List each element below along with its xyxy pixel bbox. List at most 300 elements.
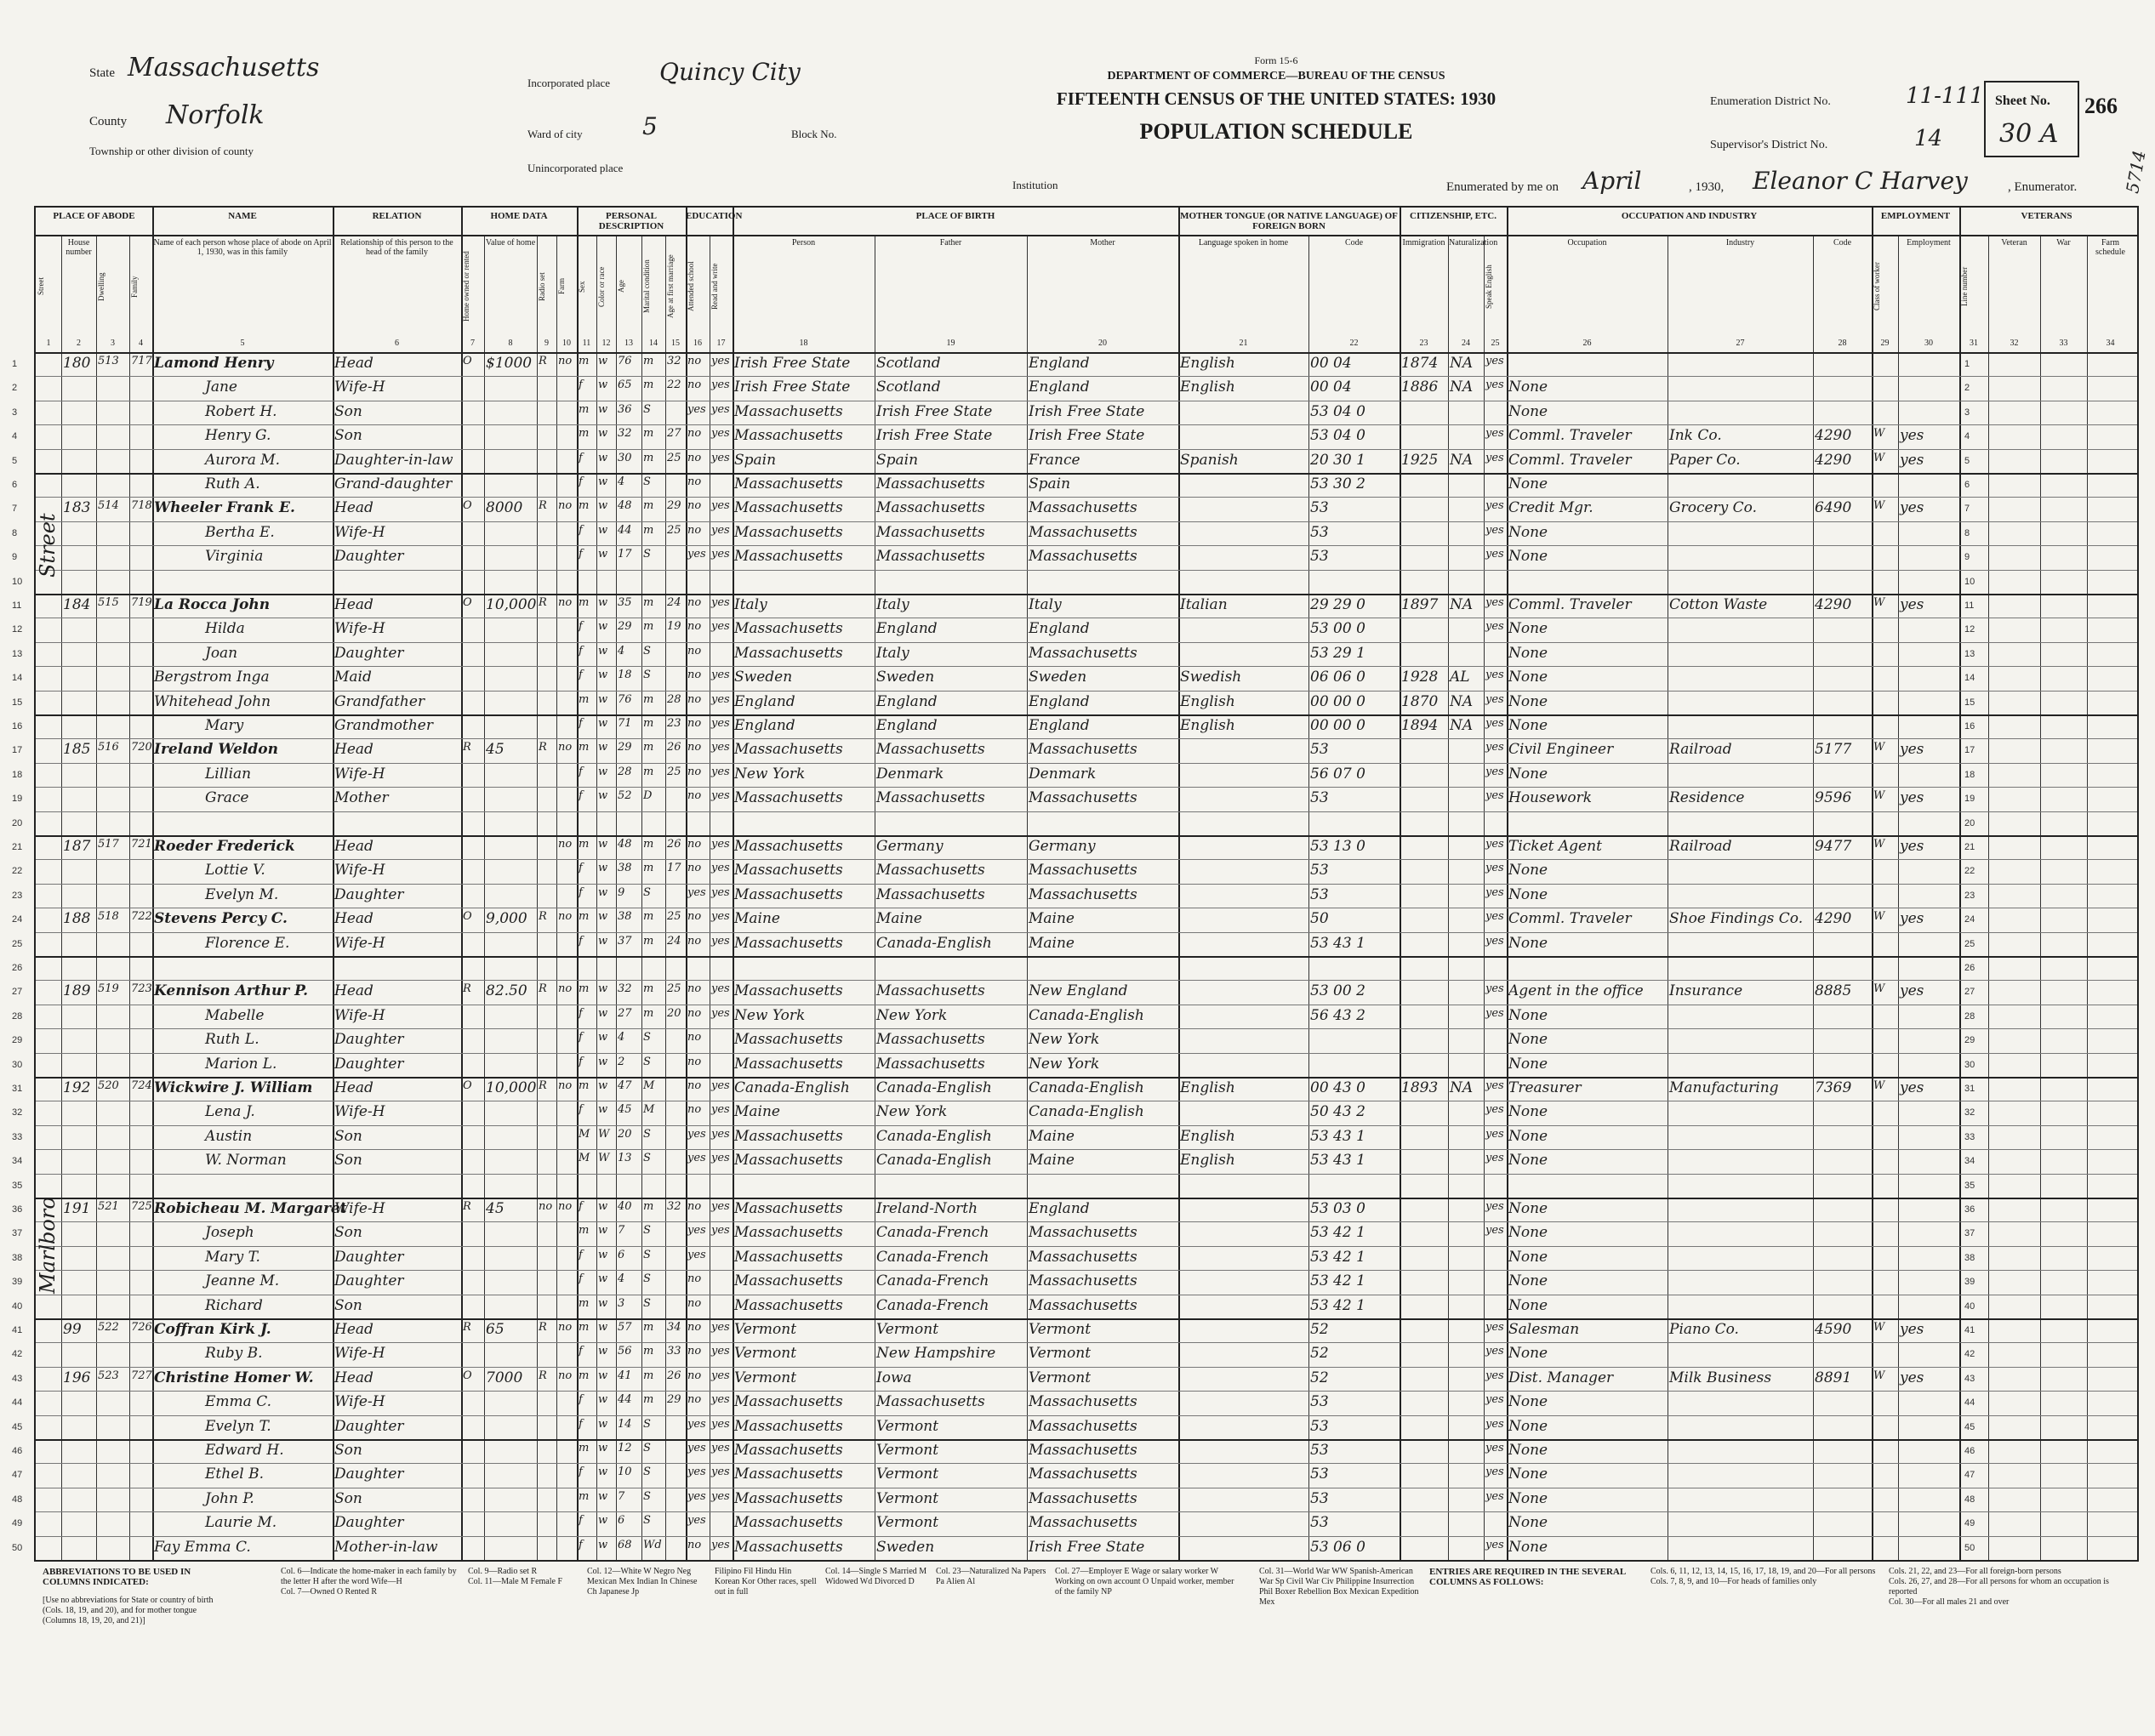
- table-cell-dw: 513: [98, 355, 119, 367]
- table-cell-sex: f: [579, 789, 583, 802]
- table-cell-name: Lillian: [205, 766, 252, 783]
- table-cell-pb: Massachusetts: [734, 1393, 843, 1410]
- table-cell-race: w: [598, 1539, 608, 1551]
- table-cell-code: 52: [1310, 1369, 1329, 1386]
- table-cell-cls: W: [1873, 982, 1885, 995]
- table-cell-sex: f: [579, 620, 583, 633]
- table-cell-eng: yes: [1485, 717, 1504, 730]
- table-cell-rw: yes: [711, 1152, 730, 1164]
- column-header: Sex: [578, 281, 586, 293]
- table-cell-rw: yes: [711, 982, 730, 995]
- table-cell-mb: Germany: [1029, 838, 1096, 855]
- table-cell-rw: yes: [711, 717, 730, 730]
- table-cell-fam: 722: [131, 910, 152, 923]
- table-cell-mb: Italy: [1029, 596, 1062, 613]
- line-number-right: 47: [1964, 1470, 1975, 1480]
- line-number: 10: [12, 577, 23, 587]
- table-cell-mb: England: [1029, 693, 1090, 710]
- table-cell-sch: yes: [687, 1490, 706, 1503]
- line-number: 5: [12, 456, 18, 466]
- table-cell-age: 38: [618, 910, 632, 923]
- row-rule: [36, 1246, 2137, 1247]
- table-cell-race: w: [598, 1393, 608, 1406]
- table-cell-rel: Wife-H: [334, 1103, 385, 1120]
- table-cell-mar: M: [643, 1079, 655, 1092]
- table-cell-pb: Massachusetts: [734, 1272, 843, 1289]
- line-number-right: 17: [1964, 745, 1975, 755]
- table-cell-occ: Comml. Traveler: [1508, 910, 1632, 927]
- table-cell-rw: yes: [711, 669, 730, 681]
- table-cell-sex: f: [579, 1345, 583, 1357]
- table-cell-occ: None: [1508, 693, 1548, 710]
- row-rule: [36, 980, 2137, 981]
- table-cell-fb: Canada-English: [876, 1152, 992, 1169]
- table-cell-name: Coffran Kirk J.: [154, 1321, 271, 1338]
- table-cell-val: 65: [486, 1321, 505, 1338]
- table-cell-age: 12: [618, 1442, 632, 1454]
- incorporated-label: Incorporated place: [527, 77, 611, 89]
- table-cell-rw: yes: [711, 355, 730, 367]
- table-cell-mar: S: [643, 669, 651, 681]
- table-cell-name: Joseph: [205, 1224, 254, 1241]
- row-rule: [36, 1439, 2137, 1441]
- table-cell-eng: yes: [1485, 548, 1504, 561]
- line-number-right: 42: [1964, 1349, 1975, 1359]
- table-cell-rw: yes: [711, 499, 730, 512]
- abbrev-races: Filipino Fil Hindu Hin Korean Kor Other races, spell out in full: [715, 1567, 817, 1597]
- table-cell-rw: yes: [711, 1490, 730, 1503]
- table-cell-rw: yes: [711, 427, 730, 440]
- table-cell-rel: Daughter: [334, 1514, 404, 1531]
- table-cell-name: Mary T.: [205, 1249, 260, 1266]
- table-cell-sch: yes: [687, 1224, 706, 1237]
- table-cell-sch: no: [687, 355, 702, 367]
- table-cell-mb: France: [1029, 452, 1080, 469]
- line-number-right: 4: [1964, 431, 1970, 441]
- row-rule: [36, 570, 2137, 571]
- table-cell-race: w: [598, 1466, 608, 1478]
- table-cell-rw: yes: [711, 1128, 730, 1141]
- abbrev-title: ABBREVIATIONS TO BE USED IN COLUMNS INDICATED:: [43, 1567, 191, 1587]
- column-divider: [96, 235, 97, 1560]
- table-cell-rel: Son: [334, 1490, 362, 1507]
- row-rule: [36, 545, 2137, 546]
- line-number-right: 14: [1964, 673, 1975, 683]
- table-cell-pb: Massachusetts: [734, 1539, 843, 1556]
- table-cell-ind: Shoe Findings Co.: [1669, 910, 1804, 927]
- column-number: 7: [470, 339, 475, 348]
- table-cell-sch: no: [687, 669, 702, 681]
- table-cell-rw: yes: [711, 1393, 730, 1406]
- table-cell-eng: yes: [1485, 982, 1504, 995]
- table-cell-emp: yes: [1900, 1369, 1924, 1386]
- table-cell-occ: None: [1508, 1393, 1548, 1410]
- table-cell-agem: 34: [667, 1321, 681, 1334]
- table-cell-rel: Wife-H: [334, 620, 385, 637]
- line-number-right: 6: [1964, 480, 1970, 490]
- table-cell-house: 184: [63, 596, 91, 613]
- table-cell-age: 71: [618, 717, 632, 730]
- table-cell-sex: m: [579, 1442, 590, 1454]
- table-cell-race: w: [598, 838, 608, 851]
- column-number: 19: [946, 339, 955, 348]
- table-cell-oc: 7369: [1815, 1079, 1852, 1096]
- table-cell-rel: Son: [334, 1152, 362, 1169]
- column-header: Attended school: [687, 261, 695, 312]
- table-cell-ind: Insurance: [1669, 982, 1743, 999]
- table-cell-rw: yes: [711, 1224, 730, 1237]
- table-cell-occ: None: [1508, 1031, 1548, 1048]
- table-cell-rel: Son: [334, 427, 362, 444]
- table-cell-code: 53: [1310, 862, 1329, 879]
- table-cell-code: 53: [1310, 789, 1329, 806]
- table-cell-age: 44: [618, 524, 632, 537]
- column-divider: [1988, 235, 1989, 1560]
- table-cell-pb: Irish Free State: [734, 355, 851, 372]
- line-number: 7: [12, 504, 18, 514]
- table-cell-occ: None: [1508, 1442, 1548, 1459]
- table-cell-pb: Massachusetts: [734, 1128, 843, 1145]
- table-cell-mb: Massachusetts: [1029, 1393, 1137, 1410]
- line-number-right: 11: [1964, 600, 1975, 611]
- column-number: 24: [1462, 339, 1470, 348]
- unincorporated-label: Unincorporated place: [527, 162, 624, 174]
- row-rule: [36, 1463, 2137, 1464]
- column-number: 28: [1838, 339, 1847, 348]
- line-number: 29: [12, 1035, 23, 1045]
- table-cell-mar: M: [643, 1103, 655, 1116]
- column-number: 18: [799, 339, 808, 348]
- line-number-right: 10: [1964, 577, 1975, 587]
- table-cell-radio: R: [539, 741, 547, 754]
- column-number: 4: [139, 339, 143, 348]
- table-cell-sch: yes: [687, 548, 706, 561]
- table-cell-emp: yes: [1900, 741, 1924, 758]
- table-cell-fb: Canada-French: [876, 1272, 989, 1289]
- line-number-right: 32: [1964, 1107, 1975, 1118]
- enumerator-label: , Enumerator.: [2008, 180, 2078, 194]
- table-cell-mar: S: [643, 1297, 651, 1310]
- table-cell-mb: Denmark: [1029, 766, 1097, 783]
- table-cell-fb: Canada-French: [876, 1249, 989, 1266]
- table-cell-agem: 22: [667, 379, 681, 391]
- table-cell-rel: Mother: [334, 789, 389, 806]
- table-cell-rw: yes: [711, 620, 730, 633]
- table-cell-sex: f: [579, 475, 583, 488]
- table-cell-mar: S: [643, 645, 651, 657]
- table-cell-emp: yes: [1900, 1079, 1924, 1096]
- abbrev-col6: Col. 6—Indicate the home-maker in each family by the letter H after the word Wife—H Col. 7—Owned O Rented R: [281, 1567, 457, 1597]
- table-cell-sch: yes: [687, 403, 706, 416]
- table-cell-age: 20: [618, 1128, 632, 1141]
- table-cell-val: 9,000: [486, 910, 527, 927]
- table-cell-name: Laurie M.: [205, 1514, 277, 1531]
- table-cell-name: Joan: [205, 645, 238, 662]
- entries-cols1: Cols. 6, 11, 12, 13, 14, 15, 16, 17, 18, 19, and 20—For all persons Cols. 7, 8, 9, and 10—For heads of families only: [1650, 1567, 1876, 1586]
- table-cell-occ: None: [1508, 1490, 1548, 1507]
- row-rule: [36, 1053, 2137, 1054]
- table-cell-name: John P.: [205, 1490, 254, 1507]
- table-cell-rw: yes: [711, 1345, 730, 1357]
- table-cell-fb: Massachusetts: [876, 741, 985, 758]
- table-cell-imm: 1894: [1401, 717, 1439, 734]
- table-cell-age: 9: [618, 886, 625, 899]
- table-cell-sch: no: [687, 427, 702, 440]
- table-cell-code: 29 29 0: [1310, 596, 1365, 613]
- table-cell-agem: 23: [667, 717, 681, 730]
- table-cell-code: 53: [1310, 886, 1329, 903]
- table-cell-race: w: [598, 1272, 608, 1285]
- line-number-right: 1: [1964, 359, 1970, 369]
- table-cell-name: Robicheau M. Margaret: [154, 1200, 347, 1217]
- table-cell-pb: Vermont: [734, 1321, 797, 1338]
- table-cell-oc: 9596: [1815, 789, 1852, 806]
- line-number: 14: [12, 673, 23, 683]
- table-cell-occ: None: [1508, 379, 1548, 396]
- table-cell-nat: NA: [1450, 379, 1474, 396]
- table-cell-sex: m: [579, 1490, 590, 1503]
- table-cell-cls: W: [1873, 1321, 1885, 1334]
- line-number-right: 3: [1964, 407, 1970, 418]
- table-cell-rw: yes: [711, 1442, 730, 1454]
- line-number-right: 18: [1964, 770, 1975, 780]
- table-cell-pb: Massachusetts: [734, 620, 843, 637]
- line-number: 46: [12, 1446, 23, 1456]
- table-cell-mar: m: [643, 838, 654, 851]
- line-number: 47: [12, 1470, 23, 1480]
- table-cell-oc: 4290: [1815, 427, 1852, 444]
- line-number-right: 16: [1964, 721, 1975, 731]
- group-heading: PERSONAL DESCRIPTION: [598, 211, 664, 231]
- table-cell-fb: Italy: [876, 596, 909, 613]
- table-cell-mar: m: [643, 741, 654, 754]
- line-number-right: 12: [1964, 624, 1975, 635]
- table-cell-rel: Daughter-in-law: [334, 452, 453, 469]
- table-cell-eng: yes: [1485, 1224, 1504, 1237]
- table-cell-occ: None: [1508, 1056, 1548, 1073]
- table-cell-occ: None: [1508, 524, 1548, 541]
- column-header: Family: [130, 276, 139, 298]
- table-cell-mb: England: [1029, 355, 1090, 372]
- column-divider: [556, 235, 557, 1560]
- table-cell-name: Mary: [205, 717, 244, 734]
- table-cell-rel: Son: [334, 1128, 362, 1145]
- table-cell-agem: 26: [667, 838, 681, 851]
- table-cell-val: 45: [486, 1200, 505, 1217]
- table-cell-fb: Canada-French: [876, 1224, 989, 1241]
- table-cell-eng: yes: [1485, 886, 1504, 899]
- table-cell-occ: None: [1508, 669, 1548, 686]
- table-cell-code: 53: [1310, 741, 1329, 758]
- table-cell-fam: 726: [131, 1321, 152, 1334]
- table-cell-sch: no: [687, 379, 702, 391]
- table-cell-agem: 32: [667, 355, 681, 367]
- table-cell-fb: Massachusetts: [876, 499, 985, 516]
- row-rule: [36, 691, 2137, 692]
- table-cell-fb: Irish Free State: [876, 427, 993, 444]
- table-cell-farm: no: [558, 1079, 573, 1092]
- table-cell-cls: W: [1873, 596, 1885, 609]
- table-cell-race: w: [598, 1490, 608, 1503]
- table-cell-fb: Canada-English: [876, 935, 992, 952]
- column-divider: [129, 235, 130, 1560]
- table-cell-age: 4: [618, 645, 625, 657]
- row-rule: [36, 424, 2137, 425]
- table-cell-pb: Maine: [734, 910, 780, 927]
- table-cell-sch: no: [687, 1321, 702, 1334]
- row-rule: [36, 738, 2137, 739]
- table-cell-rel: Daughter: [334, 645, 404, 662]
- table-cell-sch: no: [687, 1345, 702, 1357]
- table-cell-rw: yes: [711, 862, 730, 874]
- column-number: 17: [716, 339, 726, 348]
- table-cell-sex: f: [579, 1031, 583, 1044]
- table-cell-occ: Civil Engineer: [1508, 741, 1614, 758]
- table-cell-sch: yes: [687, 1249, 706, 1261]
- line-number: 32: [12, 1107, 23, 1118]
- column-header: Naturalization: [1449, 238, 1498, 248]
- table-cell-code: 53 43 1: [1310, 1152, 1365, 1169]
- table-cell-fb: England: [876, 717, 938, 734]
- table-cell-code: 53 42 1: [1310, 1272, 1365, 1289]
- table-cell-race: w: [598, 1007, 608, 1020]
- line-number: 21: [12, 842, 23, 852]
- table-cell-race: w: [598, 645, 608, 657]
- table-cell-fb: Denmark: [876, 766, 944, 783]
- column-number: 21: [1239, 339, 1248, 348]
- row-rule: [36, 787, 2137, 788]
- table-cell-race: w: [598, 1224, 608, 1237]
- table-cell-mar: S: [643, 1224, 651, 1237]
- table-cell-occ: None: [1508, 766, 1548, 783]
- table-cell-name: Emma C.: [205, 1393, 271, 1410]
- table-cell-oc: 8891: [1815, 1369, 1852, 1386]
- table-cell-cls: W: [1873, 789, 1885, 802]
- footer-abbreviations: [34, 1562, 2135, 1681]
- table-cell-fb: Vermont: [876, 1442, 939, 1459]
- table-cell-ind: Manufacturing: [1669, 1079, 1779, 1096]
- table-cell-pb: England: [734, 717, 795, 734]
- table-cell-sex: f: [579, 1007, 583, 1020]
- table-cell-sch: no: [687, 1393, 702, 1406]
- table-cell-sex: f: [579, 1272, 583, 1285]
- table-cell-fb: Canada-English: [876, 1128, 992, 1145]
- table-cell-ind: Residence: [1669, 789, 1745, 806]
- table-cell-val: 7000: [486, 1369, 523, 1386]
- table-cell-occ: None: [1508, 1418, 1548, 1435]
- table-cell-imm: 1925: [1401, 452, 1439, 469]
- table-cell-code: 52: [1310, 1345, 1329, 1362]
- table-cell-age: 4: [618, 1031, 625, 1044]
- row-rule: [36, 1342, 2137, 1343]
- table-cell-rel: Daughter: [334, 886, 404, 903]
- table-cell-cls: W: [1873, 452, 1885, 464]
- row-rule: [36, 473, 2137, 475]
- table-cell-ind: Piano Co.: [1669, 1321, 1739, 1338]
- group-heading: NAME: [228, 211, 257, 221]
- table-cell-rel: Head: [334, 1321, 373, 1338]
- table-cell-occ: None: [1508, 862, 1548, 879]
- table-cell-code: 50 43 2: [1310, 1103, 1365, 1120]
- table-cell-fb: New York: [876, 1103, 948, 1120]
- table-cell-name: Richard: [205, 1297, 263, 1314]
- table-cell-code: 53: [1310, 1490, 1329, 1507]
- table-cell-pb: Massachusetts: [734, 403, 843, 420]
- table-cell-name: Jane: [205, 379, 237, 396]
- table-cell-sex: f: [579, 1418, 583, 1431]
- table-cell-agem: 24: [667, 935, 681, 948]
- table-cell-age: 28: [618, 766, 632, 778]
- table-cell-age: 14: [618, 1418, 632, 1431]
- table-cell-name: Evelyn T.: [205, 1418, 271, 1435]
- row-rule: [36, 932, 2137, 933]
- row-rule: [36, 521, 2137, 522]
- table-cell-agem: 29: [667, 1393, 681, 1406]
- line-number: 12: [12, 624, 23, 635]
- table-cell-sch: yes: [687, 1514, 706, 1527]
- abbrev-col9: Col. 9—Radio set R Col. 11—Male M Female F: [468, 1567, 563, 1586]
- table-cell-fb: Massachusetts: [876, 548, 985, 565]
- line-number: 41: [12, 1325, 23, 1335]
- street-name: Marlboro: [36, 1197, 60, 1295]
- table-cell-eng: yes: [1485, 741, 1504, 754]
- table-cell-mar: S: [643, 1442, 651, 1454]
- line-number: 2: [12, 383, 18, 393]
- table-cell-sex: f: [579, 548, 583, 561]
- table-cell-own: O: [463, 1079, 472, 1092]
- row-rule: [36, 1174, 2137, 1175]
- table-cell-race: w: [598, 475, 608, 488]
- column-header: Dwelling: [97, 272, 105, 301]
- table-cell-code: 53 42 1: [1310, 1297, 1365, 1314]
- table-cell-pb: Sweden: [734, 669, 793, 686]
- column-header: Code: [1344, 238, 1364, 248]
- enumerated-year: , 1930,: [1689, 180, 1725, 194]
- table-cell-fb: Vermont: [876, 1321, 939, 1338]
- table-cell-mar: m: [643, 452, 654, 464]
- column-divider: [1898, 235, 1899, 1560]
- census-title: FIFTEENTH CENSUS OF THE UNITED STATES: 1930: [1056, 88, 1497, 109]
- line-number-right: 44: [1964, 1397, 1975, 1408]
- table-cell-radio: R: [539, 910, 547, 923]
- column-number: 31: [1970, 339, 1978, 348]
- table-cell-val: 8000: [486, 499, 523, 516]
- state-value: Massachusetts: [128, 53, 320, 83]
- table-cell-mb: Massachusetts: [1029, 524, 1137, 541]
- table-cell-sex: f: [579, 862, 583, 874]
- table-cell-lang: English: [1180, 355, 1235, 372]
- table-cell-fb: Iowa: [876, 1369, 912, 1386]
- table-cell-ind: Ink Co.: [1669, 427, 1722, 444]
- table-cell-occ: None: [1508, 1200, 1548, 1217]
- table-cell-pb: Canada-English: [734, 1079, 850, 1096]
- line-number-right: 7: [1964, 504, 1970, 514]
- table-cell-oc: 4290: [1815, 596, 1852, 613]
- table-cell-mar: m: [643, 1345, 654, 1357]
- table-cell-race: w: [598, 1103, 608, 1116]
- table-cell-occ: Treasurer: [1508, 1079, 1582, 1096]
- table-cell-own: O: [463, 1369, 472, 1382]
- table-cell-rw: yes: [711, 548, 730, 561]
- table-cell-mb: Irish Free State: [1029, 1539, 1145, 1556]
- table-cell-fb: Massachusetts: [876, 475, 985, 492]
- table-cell-mar: S: [643, 1418, 651, 1431]
- line-number: 36: [12, 1204, 23, 1215]
- line-number: 23: [12, 891, 23, 901]
- table-cell-nat: NA: [1450, 452, 1474, 469]
- table-cell-cls: W: [1873, 499, 1885, 512]
- table-cell-own: O: [463, 910, 472, 923]
